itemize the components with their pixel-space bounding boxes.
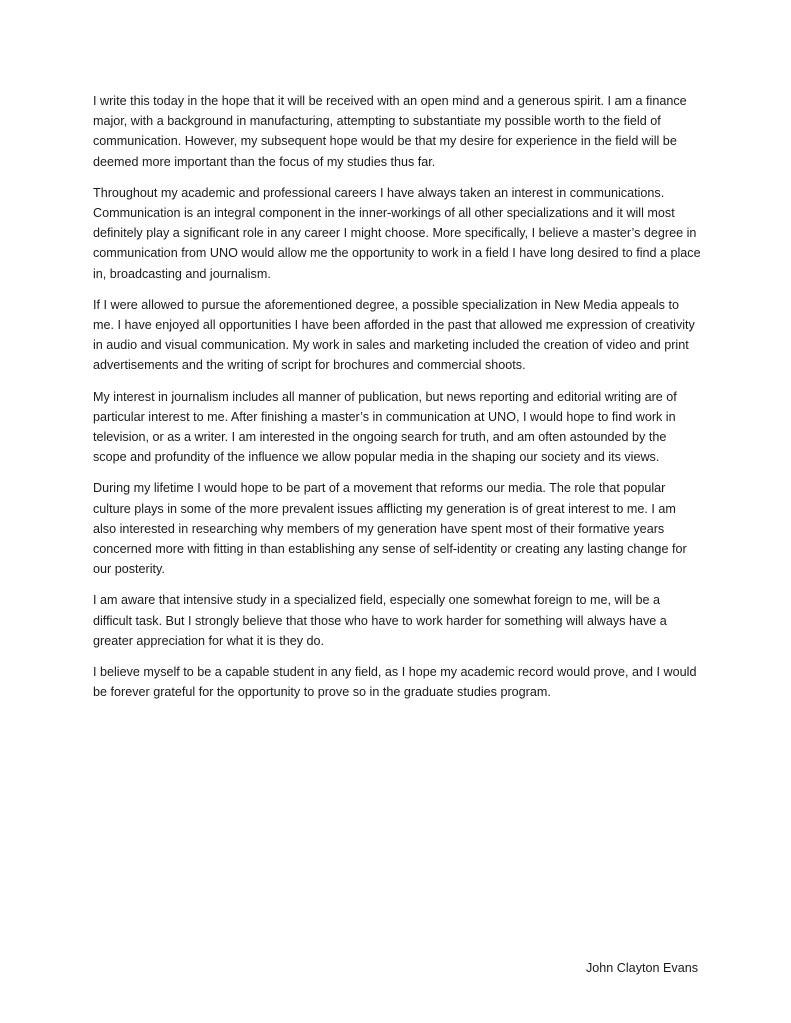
paragraph-3: If I were allowed to pursue the aforementioned degree, a possible specialization in New Media appeals to me. I have enjoyed all opportunities I have been afforded in the past that allowed me expression of creativity in audio and visual communication. My work in sales and marketing included the creation of video and print advertisements and the writing of script for brochures and commercial shoots. [93,297,695,373]
paragraph-2: Throughout my academic and professional careers I have always taken an interest in communications. Communication is an integral component in the inner-workings of all other specializations and it will most definitely play a significant role in any career I might choose. More specifically, I believe a master’s degree in communication from UNO would allow me the opportunity to work in a field I have long desired to find a place in, broadcasting and journalism. [93,185,701,281]
paragraph-4: My interest in journalism includes all manner of publication, but news reporting and editorial writing are of particular interest to me. After finishing a master’s in communication at UNO, I would hope to find work in television, or as a writer. I am interested in the ongoing search for truth, and am often astounded by the scope and profundity of the influence we allow popular media in the shaping our society and its views. [93,389,677,465]
letter-body [93,91,701,713]
paragraph-1: I write this today in the hope that it will be received with an open mind and a generous spirit. I am a finance major, with a background in manufacturing, attempting to substantiate my possible worth to the field of communication. However, my subsequent hope would be that my desire for experience in the field will be deemed more important than the focus of my studies thus far. [93,94,687,169]
signature-name: John Clayton Evans [585,961,698,975]
paragraph-7: I believe myself to be a capable student in any field, as I hope my academic record would prove, and I would be forever grateful for the opportunity to prove so in the graduate studies program. [93,665,697,700]
paragraph-5: During my lifetime I would hope to be part of a movement that reforms our media. The role that popular culture plays in some of the more prevalent issues afflicting my generation is of great interest to me. I am also interested in researching why members of my generation have spent most of their formative years concerned more with fitting in than establishing any sense of self-identity or creating any lasting change for our posterity. [93,481,687,577]
paragraph-6: I am aware that intensive study in a specialized field, especially one somewhat foreign to me, will be a difficult task. But I strongly believe that those who have to work harder for something will always have a greater appreciation for what it is they do. [93,593,667,648]
